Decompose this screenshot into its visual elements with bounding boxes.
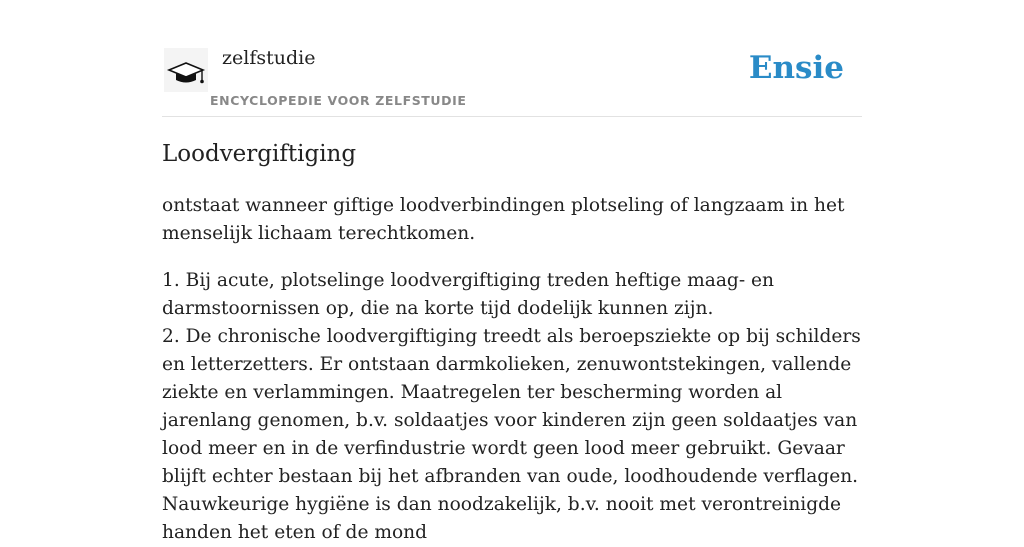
article-title: Loodvergiftiging	[162, 141, 357, 167]
article-intro: ontstaat wanneer giftige loodverbindingen plotseling of langzaam in het menselijk lichaam terechtkomen.	[162, 195, 845, 244]
graduation-cap-icon[interactable]	[164, 48, 208, 92]
page	[162, 0, 862, 543]
definition-point-2: 2. De chronische loodvergiftiging treedt als beroepsziekte op bij schilders en letterzetters. Er ontstaan darmkolieken, zenuwontstekingen, vallende ziekte en verlammingen. Maatregelen ter bescherming worden al jarenlang genomen, b.v. soldaatjes voor kinderen zijn geen soldaatjes van lood meer en in de verfindustrie wordt geen lood meer gebruikt. Gevaar blijft echter bestaan bij het afbranden van oude, loodhoudende verflagen. Nauwkeurige hygiëne is dan noodzakelijk, b.v. nooit met verontreinigde handen het eten of de mond	[162, 326, 861, 543]
definition-point-1: 1. Bij acute, plotselinge loodvergiftiging treden heftige maag- en darmstoornissen op, die na korte tijd dodelijk kunnen zijn.	[162, 270, 775, 319]
ensie-logo[interactable]: Ensie	[748, 50, 844, 86]
site-tagline: ENCYCLOPEDIE VOOR ZELFSTUDIE	[210, 93, 467, 108]
site-header	[162, 0, 862, 117]
article-body	[162, 192, 862, 547]
article-definition	[162, 267, 862, 547]
site-name[interactable]: zelfstudie	[222, 47, 316, 69]
